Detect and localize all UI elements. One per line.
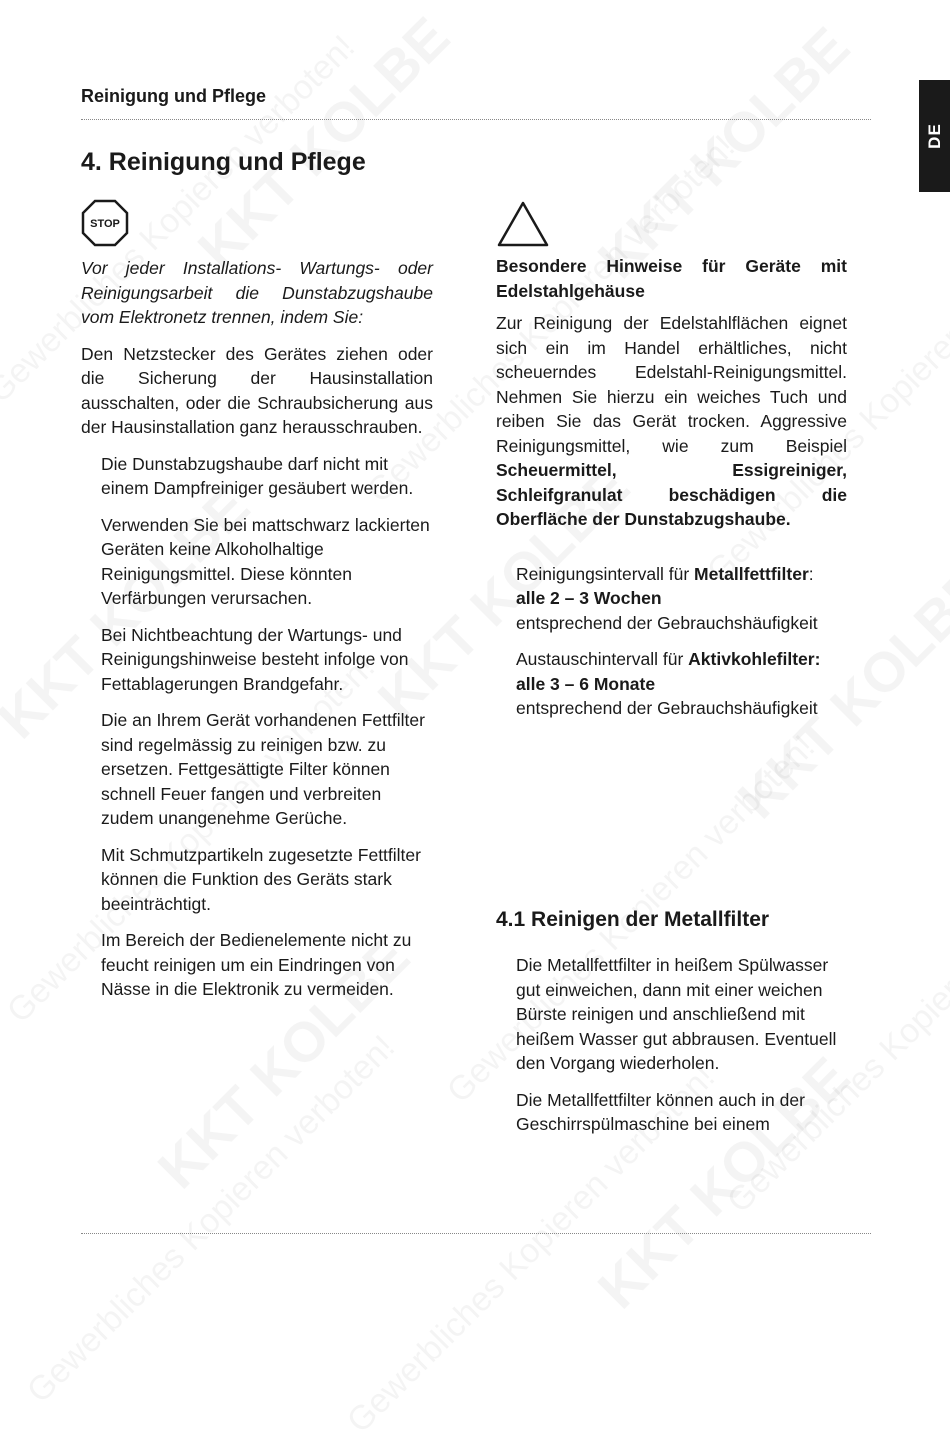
warning-triangle-icon [496, 200, 550, 248]
stainless-body [496, 311, 847, 532]
interval-period: alle 3 – 6 Monate [516, 673, 656, 694]
header-rule [81, 119, 871, 120]
metal-filter-soak-paragraph: Die Metallfettfilter in heißem Spülwasser gut einweichen, dann mit einer weichen Bürste reinigen und anschließend mit heißem Wasser gut abbrausen. Eventuell den Vorgang wiederholen. [516, 955, 837, 1073]
watermark-brand [185, 4, 462, 281]
interval-note: entsprechend der Gebrauchshäufigkeit [516, 698, 818, 718]
interval-prefix: Reinigungsintervall für [516, 563, 695, 584]
stop-sign-label: STOP [90, 218, 120, 230]
stainless-heading: Besondere Hinweise für Geräte mit Edelstahlgehäuse [496, 256, 847, 301]
running-head: Reinigung und Pflege [81, 86, 266, 106]
language-tab-label: DE [924, 123, 944, 149]
watermark-brand [585, 14, 862, 291]
interval-note: entsprechend der Gebrauchshäufigkeit [516, 612, 818, 633]
note-fire-hazard: Bei Nichtbeachtung der Wartungs- und Reinigungshinweise besteht infolge von Fettablagerungen Brandgefahr. [101, 624, 409, 694]
right-column [496, 254, 847, 733]
intro-body: Den Netzstecker des Gerätes ziehen oder die Sicherung der Hausinstallation ausschalten, oder die Schraubsicherung aus der Hausinstallation ganz herausschrauben. [81, 343, 433, 437]
interval-metal-filter [496, 562, 847, 636]
stainless-body-warning: Scheuermittel, Essigreiniger, Schleifgranulat beschädigen die Oberfläche der Dunstabzugshaube. [496, 460, 847, 529]
subsection-title: 4.1 Reinigen der Metallfilter [496, 908, 770, 931]
interval-filter: Metallfettfilter [694, 563, 809, 584]
note-dirt-particles: Mit Schmutzpartikeln zugesetzte Fettfilter können die Funktion des Geräts stark beeinträchtigt. [101, 844, 421, 914]
interval-filter: Aktivkohlefilter: [688, 649, 821, 669]
stainless-body-text: Zur Reinigung der Edelstahlflächen eignet sich ein im Handel erhältliches, nicht scheuerndes Edelstahl-Reinigungsmittel. Nehmen Sie hierzu ein weiches Tuch und reiben Sie das Gerät trocken. Aggressive Reinigungsmittel, wie zum Beispiel [496, 313, 847, 456]
note-controls-moisture: Im Bereich der Bedienelemente nicht zu feucht reinigen um ein Eindringen von Nässe in die Elektronik zu vermeiden. [101, 930, 412, 999]
language-tab [919, 80, 950, 192]
interval-carbon-filter [496, 647, 847, 721]
note-matt-black: Verwenden Sie bei mattschwarz lackierten Geräten keine Alkoholhaltige Reinigungsmittel. Diese könnten Verfärbungen verursachen. [101, 514, 430, 608]
intro-italic: Vor jeder Installations- Wartungs- oder Reinigungsarbeit die Dunstabzugshaube vom Elektronetz trennen, indem Sie: [81, 258, 433, 327]
subsection-body [516, 953, 846, 1149]
interval-period: alle 2 – 3 Wochen [516, 588, 662, 608]
interval-suffix: : [808, 563, 814, 584]
metal-filter-dishwasher-paragraph: Die Metallfettfilter können auch in der Geschirrspülmaschine bei einem [516, 1089, 805, 1134]
note-grease-filters: Die an Ihrem Gerät vorhandenen Fettfilter sind regelmässig zu reinigen bzw. zu ersetzen. Fettgesättigte Filter können schnell Feuer fangen und verbreiten zudem unangenehme Gerüche. [101, 710, 425, 828]
footer-rule [81, 1233, 871, 1234]
interval-prefix: Austauschintervall für [516, 649, 689, 669]
watermark-notice [20, 1028, 403, 1411]
stop-sign-icon [81, 199, 129, 247]
section-title: 4. Reinigung und Pflege [81, 148, 366, 176]
note-steam-cleaner: Die Dunstabzugshaube darf nicht mit einem Dampfreiniger gesäubert werden. [101, 453, 414, 498]
left-column [81, 256, 433, 1014]
